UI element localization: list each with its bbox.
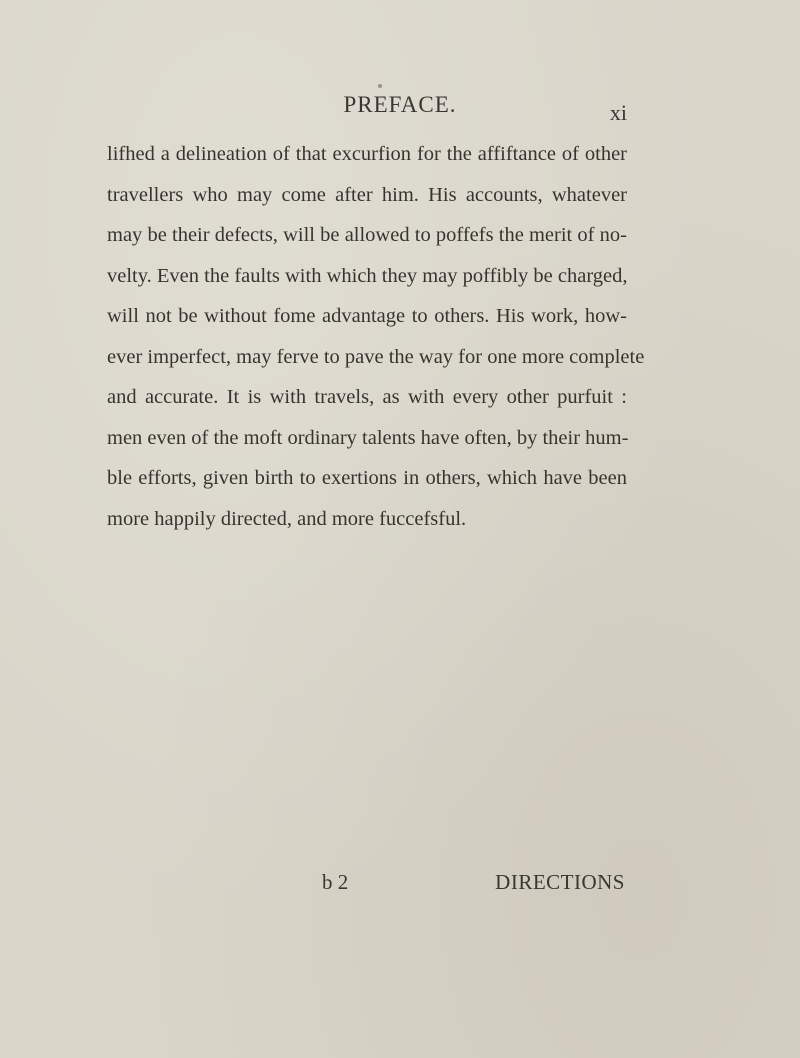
ink-speck (378, 84, 382, 88)
text-line: may be their defects, will be allowed to poffefs the merit of no- (107, 224, 627, 246)
text-line: more happily directed, and more fuccefsful. (107, 507, 467, 530)
text-line: travellers who may come after him. His accounts, whatever (107, 183, 627, 206)
running-head: PREFACE. (343, 92, 457, 117)
text-line: velty. Even the faults with which they may poffibly be charged, (107, 264, 628, 287)
body-paragraph (107, 134, 645, 539)
page-number: xi (609, 100, 627, 125)
catchword: DIRECTIONS (495, 870, 625, 894)
text-line: lifhed a delineation of that excurfion for the affiftance of other (107, 143, 627, 165)
text-line: ble efforts, given birth to exertions in others, which have been (107, 467, 627, 489)
text-line: ever imperfect, may ferve to pave the way for one more complete (107, 345, 645, 368)
text-line: men even of the moft ordinary talents have often, by their hum- (107, 426, 629, 449)
text-line: and accurate. It is with travels, as with every other purfuit : (107, 386, 627, 408)
text-line: will not be without fome advantage to others. His work, how- (107, 305, 627, 327)
signature-mark: b 2 (322, 870, 349, 894)
